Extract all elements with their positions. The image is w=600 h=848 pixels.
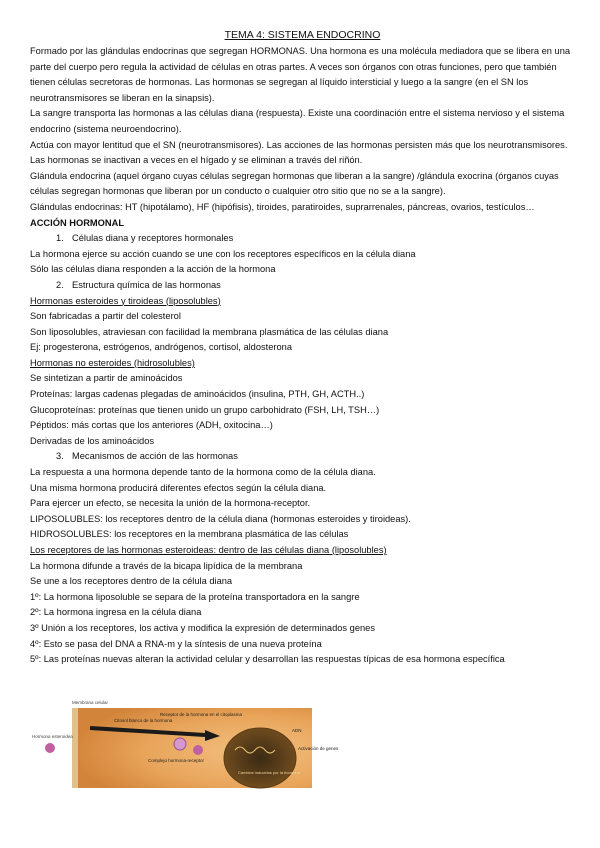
page-title: TEMA 4: SISTEMA ENDOCRINO bbox=[224, 29, 381, 41]
text-line: La hormona ejerce su acción cuando se une con los receptores específicos en la célula diana bbox=[30, 248, 416, 259]
step-line: 1º: La hormona liposoluble se separa de la proteína transportadora en la sangre bbox=[30, 591, 360, 602]
hormone-molecule bbox=[45, 743, 55, 753]
text-line: LIPOSOLUBLES: los receptores dentro de la célula diana (hormonas esteroides y tiroideas). bbox=[30, 513, 411, 524]
label-activacion: Activación de genes bbox=[298, 746, 339, 751]
step-line: 4º: Esto se pasa del DNA a RNA-m y la síntesis de una nueva proteína bbox=[30, 638, 322, 649]
label-complejo: Complejo hormona-receptor bbox=[148, 758, 205, 763]
text-line: Ej: progesterona, estrógenos, andrógenos, cortisol, aldosterona bbox=[30, 342, 293, 353]
item-number: 2. bbox=[56, 279, 64, 290]
item-text: Células diana y receptores hormonales bbox=[72, 233, 234, 244]
item-text: Estructura química de las hormonas bbox=[72, 279, 221, 290]
step-line: 3º Unión a los receptores, los activa y modifica la expresión de determinados genes bbox=[30, 622, 375, 633]
text-line: Proteínas: largas cadenas plegadas de aminoácidos (insulina, PTH, GH, ACTH..) bbox=[30, 389, 365, 400]
label-cambios: Cambios inducidos por la hormona bbox=[238, 770, 300, 775]
section-heading: ACCIÓN HORMONAL bbox=[30, 217, 124, 228]
label-membrana: Membrana celular bbox=[72, 700, 109, 705]
paragraph: La sangre transporta las hormonas a las células diana (respuesta). Existe una coordinación entre el sistema nervioso y el sistema endocrino (sistema neuroendocrino). bbox=[30, 108, 565, 134]
step-line: 2º: La hormona ingresa en la célula diana bbox=[30, 607, 202, 618]
text-line: La hormona difunde a través de la bicapa lipídica de la membrana bbox=[30, 560, 303, 571]
nucleus bbox=[224, 728, 296, 788]
numbered-item-2 bbox=[30, 278, 575, 294]
text-line: Son liposolubles, atraviesan con facilidad la membrana plasmática de las células diana bbox=[30, 326, 389, 337]
text-line: Se sintetizan a partir de aminoácidos bbox=[30, 373, 183, 384]
complex-molecule bbox=[193, 745, 203, 755]
text-line: Sólo las células diana responden a la acción de la hormona bbox=[30, 264, 276, 275]
paragraph: Actúa con mayor lentitud que el SN (neurotransmisores). Las acciones de las hormonas persisten más que los neurotransmisores. Las hormonas se inactivan a veces en el hígado y se eliminan a través del riñón. bbox=[30, 139, 568, 166]
receptor-molecule bbox=[174, 738, 186, 750]
text-line: Son fabricadas a partir del colesterol bbox=[30, 311, 181, 322]
steroid-hormone-diagram bbox=[30, 700, 339, 790]
item-number: 3. bbox=[56, 451, 64, 462]
paragraph: Glándulas endocrinas: HT (hipotálamo), HF (hipófisis), tiroides, paratiroides, suprarrenales, páncreas, ovarios, testículos… bbox=[30, 201, 535, 212]
subheading-hidrosolubles: Hormonas no esteroides (hidrosolubles) bbox=[30, 357, 195, 368]
diagram-svg bbox=[30, 700, 339, 790]
text-line: Péptidos: más cortas que los anteriores (ADH, oxitocina…) bbox=[30, 420, 273, 431]
subheading-receptores: Los receptores de las hormonas esteroideas: dentro de las células diana (liposolubles) bbox=[30, 545, 387, 555]
text-line: Derivadas de los aminoácidos bbox=[30, 435, 155, 446]
paragraph: Glándula endocrina (aquel órgano cuyas células segregan hormonas que liberan a la sangre) /glándula exocrina (órganos cuyas células segregan hormonas que liberan por un conducto o cualquier otro sitio que no se a la sangre). bbox=[30, 170, 559, 197]
item-text: Mecanismos de acción de las hormonas bbox=[72, 451, 238, 462]
subheading-liposolubles: Hormonas esteroides y tiroideas (liposolubles) bbox=[30, 295, 221, 306]
paragraph: Formado por las glándulas endocrinas que segregan HORMONAS. Una hormona es una molécula mediadora que se libera en una parte del cuerpo pero regula la actividad de células en otras partes. A veces son órganos con otras funciones, pero que también tienen células secretoras de hormonas. Las hormonas se segregan al líquido intersticial y luego a la sangre (en el SN los neurotransmisores se liberan en la sinapsis). bbox=[30, 46, 571, 103]
label-citosol: Citosol blanco de la hormona bbox=[114, 718, 173, 723]
document-body bbox=[30, 27, 575, 668]
text-line: La respuesta a una hormona depende tanto de la hormona como de la célula diana. bbox=[30, 467, 376, 478]
text-line: Glucoproteínas: proteínas que tienen unido un grupo carbohidrato (FSH, LH, TSH…) bbox=[30, 404, 380, 415]
label-hormona: Hormona esteroidea bbox=[32, 734, 73, 739]
text-line: HIDROSOLUBLES: los receptores en la membrana plasmática de las células bbox=[30, 529, 349, 540]
step-line: 5º: Las proteínas nuevas alteran la actividad celular y desarrollan las respuestas típicas de esa hormona específica bbox=[30, 654, 505, 665]
label-receptor: Receptor de la hormona en el citoplasma bbox=[160, 712, 243, 717]
numbered-item-3 bbox=[30, 449, 575, 465]
cell-membrane bbox=[72, 708, 78, 788]
item-number: 1. bbox=[56, 233, 64, 244]
label-adn: ADN bbox=[292, 728, 302, 733]
text-line: Se une a los receptores dentro de la célula diana bbox=[30, 576, 233, 587]
text-line: Para ejercer un efecto, se necesita la unión de la hormona-receptor. bbox=[30, 498, 311, 509]
text-line: Una misma hormona producirá diferentes efectos según la célula diana. bbox=[30, 482, 327, 493]
numbered-item-1 bbox=[30, 231, 575, 247]
